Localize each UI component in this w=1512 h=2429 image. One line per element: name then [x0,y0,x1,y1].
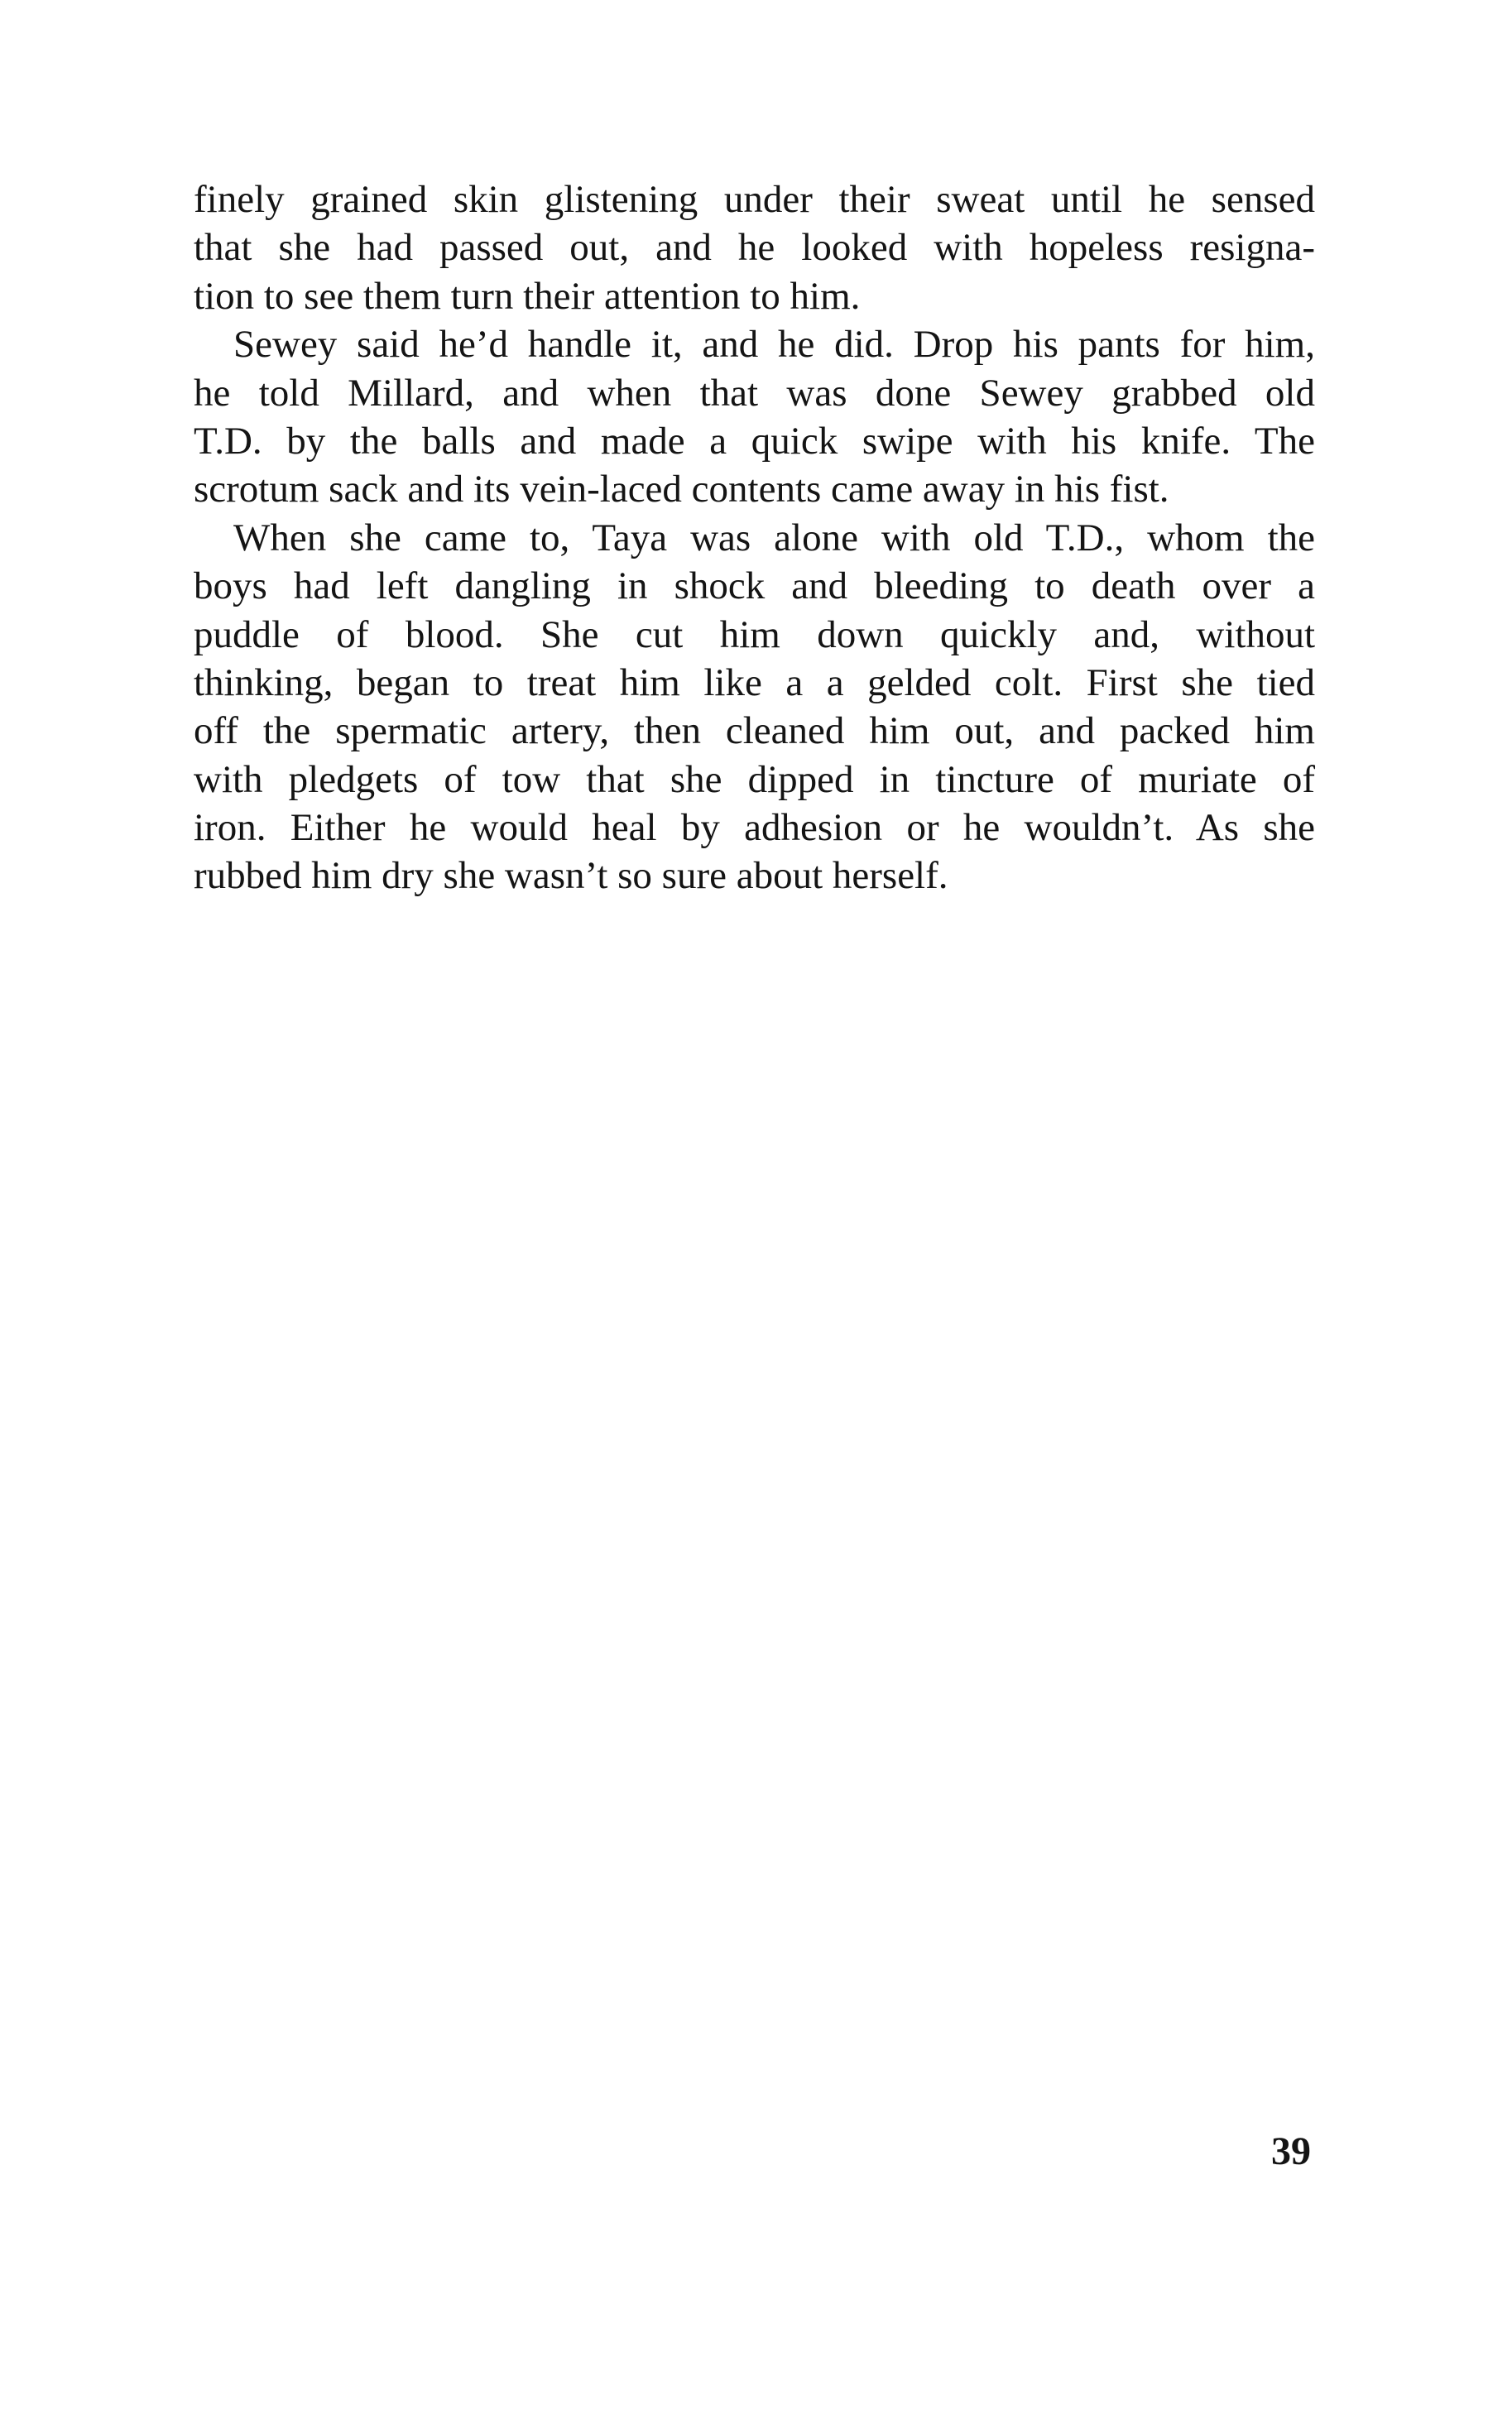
text-line: Sewey said he’d handle it, and he did. Drop his pants for him, [233,323,1315,367]
text-line: finely grained skin glistening under their sweat until he sensed [194,178,1315,221]
text-line: iron. Either he would heal by adhesion or he wouldn’t. As she [194,806,1315,850]
text-line: T.D. by the balls and made a quick swipe with his knife. The [194,419,1315,463]
page-number: 39 [1271,2129,1311,2173]
text-line: rubbed him dry she wasn’t so sure about herself. [194,854,948,898]
text-line: with pledgets of tow that she dipped in tincture of muriate of [194,757,1315,801]
text-line: boys had left dangling in shock and bleeding to death over a [194,564,1315,608]
paragraph [194,175,1315,320]
paragraph [194,514,1315,900]
body-text [194,175,1315,900]
text-line: When she came to, Taya was alone with old T.D., whom the [233,516,1315,559]
text-line: he told Millard, and when that was done Sewey grabbed old [194,371,1315,415]
text-line: puddle of blood. She cut him down quickly and, without [194,612,1315,656]
paragraph [194,320,1315,514]
text-line: off the spermatic artery, then cleaned him out, and packed him [194,709,1315,753]
text-line: tion to see them turn their attention to him. [194,274,861,318]
text-line: thinking, began to treat him like a a gelded colt. First she tied [194,660,1315,704]
text-line: that she had passed out, and he looked with hopeless resigna- [194,226,1315,270]
text-line: scrotum sack and its vein-laced contents came away in his fist. [194,468,1169,511]
